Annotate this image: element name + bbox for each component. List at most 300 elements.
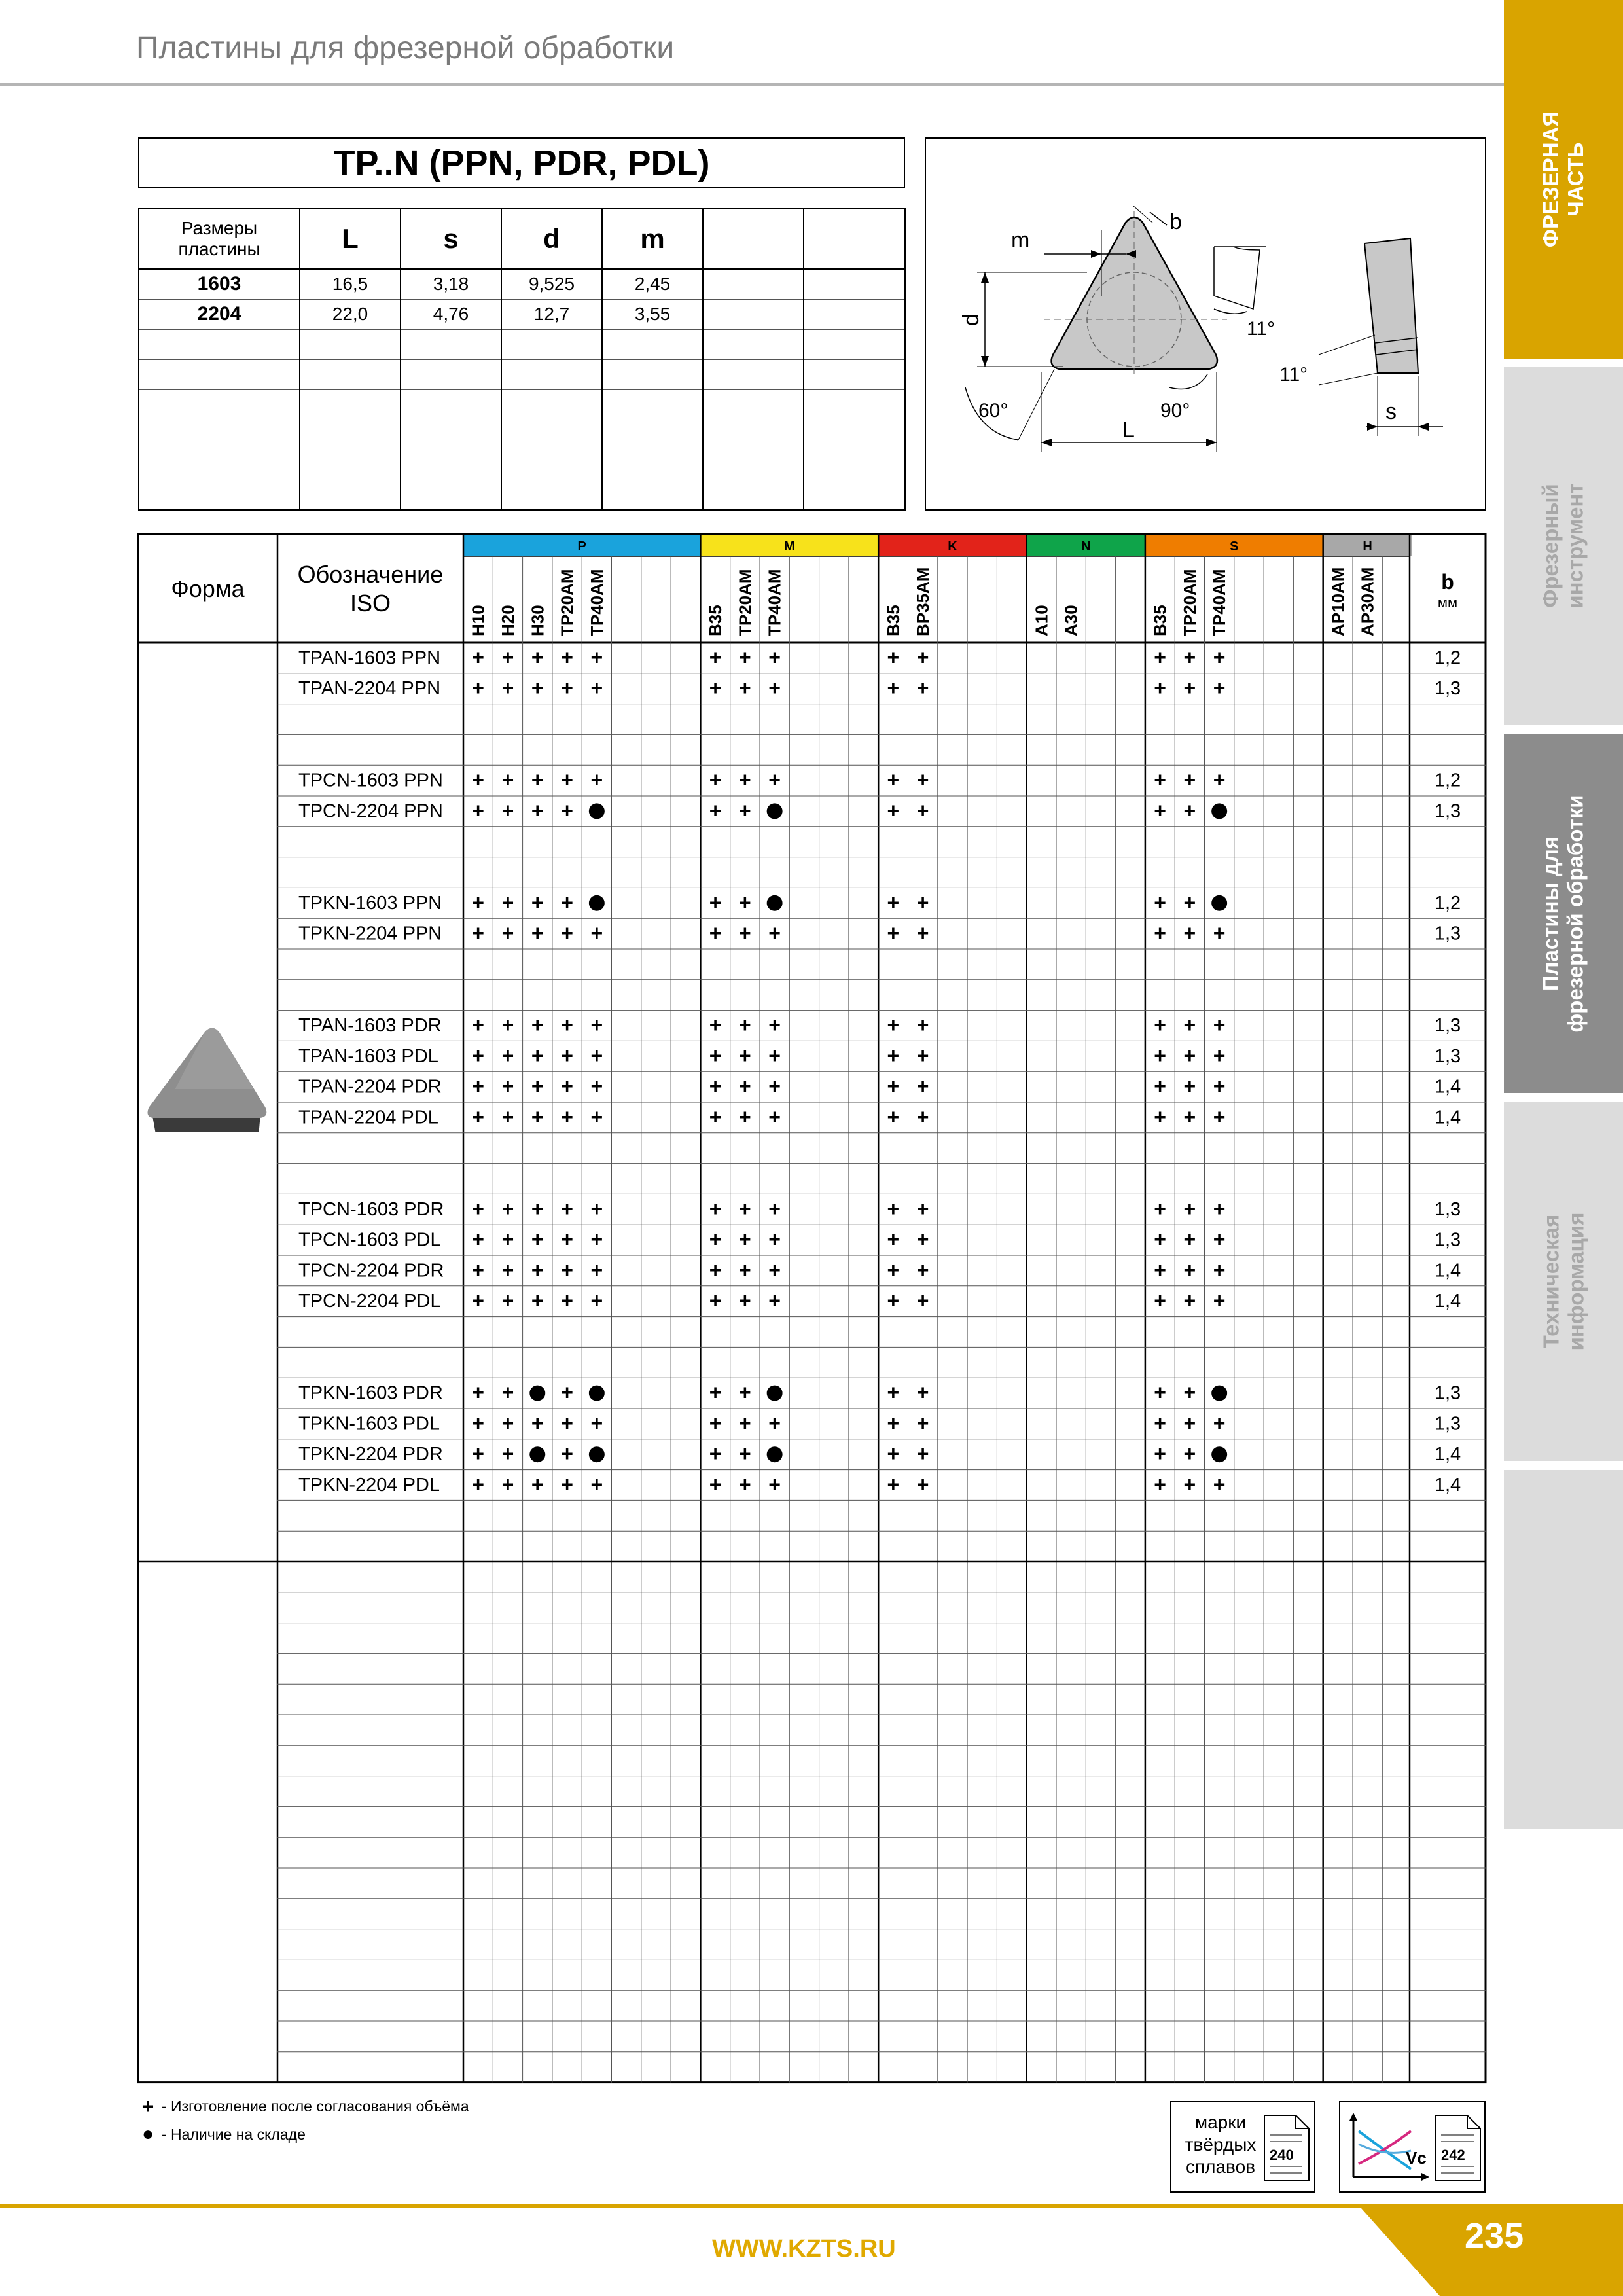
iso-designation: TPKN-2204 PDR bbox=[298, 1444, 443, 1465]
made-to-order-plus: + bbox=[472, 1442, 484, 1466]
made-to-order-plus: + bbox=[887, 645, 900, 670]
made-to-order-plus: + bbox=[709, 1442, 722, 1466]
made-to-order-plus: + bbox=[472, 1105, 484, 1129]
made-to-order-plus: + bbox=[501, 1411, 514, 1435]
made-to-order-plus: + bbox=[501, 1074, 514, 1098]
made-to-order-plus: + bbox=[501, 1380, 514, 1405]
made-to-order-plus: + bbox=[768, 921, 781, 945]
made-to-order-plus: + bbox=[472, 1074, 484, 1098]
made-to-order-plus: + bbox=[916, 1473, 929, 1496]
made-to-order-plus: + bbox=[590, 1043, 603, 1067]
grade-header: AP30AM bbox=[1357, 567, 1378, 636]
made-to-order-plus: + bbox=[501, 1013, 514, 1037]
in-stock-dot bbox=[1211, 1446, 1227, 1462]
made-to-order-plus: + bbox=[1183, 1411, 1196, 1435]
made-to-order-plus: + bbox=[1213, 1411, 1226, 1435]
made-to-order-plus: + bbox=[472, 1258, 484, 1282]
made-to-order-plus: + bbox=[887, 1105, 900, 1129]
made-to-order-plus: + bbox=[531, 798, 544, 823]
made-to-order-plus: + bbox=[1154, 676, 1166, 700]
made-to-order-plus: + bbox=[887, 676, 900, 700]
made-to-order-plus: + bbox=[1213, 1258, 1226, 1282]
grade-header: B35 bbox=[883, 605, 903, 636]
grades-reference-box[interactable] bbox=[1170, 2101, 1315, 2193]
made-to-order-plus: + bbox=[709, 1380, 722, 1405]
made-to-order-plus: + bbox=[531, 1013, 544, 1037]
material-group-label: P bbox=[577, 539, 586, 554]
made-to-order-plus: + bbox=[709, 921, 722, 945]
made-to-order-plus: + bbox=[561, 645, 573, 670]
dims-cell: 1603 bbox=[139, 269, 300, 299]
made-to-order-plus: + bbox=[1183, 1074, 1196, 1098]
tab-label-line1: ФРЕЗЕРНАЯ bbox=[1539, 111, 1563, 248]
made-to-order-plus: + bbox=[590, 1258, 603, 1282]
made-to-order-plus: + bbox=[739, 921, 751, 945]
dims-header-cell: m bbox=[602, 209, 703, 269]
made-to-order-plus: + bbox=[887, 921, 900, 945]
made-to-order-plus: + bbox=[561, 1442, 573, 1466]
made-to-order-plus: + bbox=[501, 1105, 514, 1129]
made-to-order-plus: + bbox=[590, 1289, 603, 1313]
thickness-b: 1,3 bbox=[1434, 800, 1461, 822]
grade-header: TP40AM bbox=[1209, 569, 1230, 636]
iso-designation: TPCN-2204 PPN bbox=[298, 800, 443, 822]
made-to-order-plus: + bbox=[1154, 1289, 1166, 1313]
in-stock-dot bbox=[529, 1386, 545, 1401]
made-to-order-plus: + bbox=[739, 890, 751, 914]
thickness-b: 1,3 bbox=[1434, 678, 1461, 700]
made-to-order-plus: + bbox=[472, 798, 484, 823]
iso-designation: TPKN-2204 PDL bbox=[298, 1475, 440, 1496]
made-to-order-plus: + bbox=[501, 768, 514, 792]
made-to-order-plus: + bbox=[561, 1289, 573, 1313]
made-to-order-plus: + bbox=[590, 1074, 603, 1098]
made-to-order-plus: + bbox=[590, 676, 603, 700]
ref-line1: марки bbox=[1194, 2112, 1247, 2132]
header-b: b bbox=[1441, 570, 1454, 594]
material-group-label: K bbox=[948, 539, 957, 554]
thickness-b: 1,3 bbox=[1434, 1045, 1461, 1067]
thickness-b: 1,4 bbox=[1434, 1260, 1461, 1282]
thickness-b: 1,3 bbox=[1434, 1198, 1461, 1220]
made-to-order-plus: + bbox=[531, 921, 544, 945]
ref-page-242: 242 bbox=[1441, 2147, 1465, 2163]
made-to-order-plus: + bbox=[768, 1105, 781, 1129]
made-to-order-plus: + bbox=[768, 1227, 781, 1251]
grade-header: H20 bbox=[497, 605, 518, 636]
made-to-order-plus: + bbox=[916, 1258, 929, 1282]
made-to-order-plus: + bbox=[1213, 1227, 1226, 1251]
made-to-order-plus: + bbox=[561, 1043, 573, 1067]
page-header-title: Пластины для фрезерной обработки bbox=[136, 31, 675, 65]
made-to-order-plus: + bbox=[561, 1411, 573, 1435]
iso-designation: TPKN-2204 PPN bbox=[298, 923, 442, 944]
made-to-order-plus: + bbox=[709, 676, 722, 700]
made-to-order-plus: + bbox=[501, 676, 514, 700]
made-to-order-plus: + bbox=[739, 1196, 751, 1221]
made-to-order-plus: + bbox=[1213, 1289, 1226, 1313]
made-to-order-plus: + bbox=[916, 1227, 929, 1251]
made-to-order-plus: + bbox=[590, 1013, 603, 1037]
made-to-order-plus: + bbox=[590, 921, 603, 945]
made-to-order-plus: + bbox=[1183, 1380, 1196, 1405]
made-to-order-plus: + bbox=[561, 1227, 573, 1251]
in-stock-dot bbox=[589, 803, 605, 819]
material-group-label: M bbox=[783, 539, 795, 554]
angle-11-label: 11° bbox=[1247, 318, 1275, 340]
iso-designation: TPCN-1603 PPN bbox=[298, 770, 443, 791]
iso-designation: TPAN-2204 PDR bbox=[298, 1076, 442, 1098]
iso-designation: TPAN-1603 PDL bbox=[298, 1045, 438, 1067]
grade-header: TP40AM bbox=[764, 569, 785, 636]
made-to-order-plus: + bbox=[1213, 676, 1226, 700]
made-to-order-plus: + bbox=[1213, 1074, 1226, 1098]
document-icon bbox=[1435, 2114, 1482, 2182]
in-stock-dot bbox=[589, 895, 605, 911]
grade-header: AP10AM bbox=[1328, 567, 1348, 636]
made-to-order-plus: + bbox=[916, 798, 929, 823]
made-to-order-plus: + bbox=[1154, 1196, 1166, 1221]
iso-designation: TPCN-2204 PDL bbox=[298, 1291, 441, 1312]
made-to-order-plus: + bbox=[739, 645, 751, 670]
iso-designation: TPCN-1603 PDR bbox=[298, 1198, 444, 1220]
grade-header: B35 bbox=[1150, 605, 1170, 636]
in-stock-dot bbox=[767, 1446, 783, 1462]
iso-designation: TPKN-1603 PPN bbox=[298, 892, 442, 914]
in-stock-dot bbox=[1211, 895, 1227, 911]
made-to-order-plus: + bbox=[768, 1013, 781, 1037]
made-to-order-plus: + bbox=[531, 1227, 544, 1251]
made-to-order-plus: + bbox=[1154, 1473, 1166, 1496]
legend-dot-text: - Наличие на складе bbox=[162, 2125, 306, 2143]
made-to-order-plus: + bbox=[472, 1473, 484, 1496]
speed-reference-box[interactable] bbox=[1339, 2101, 1486, 2193]
side-angle-11-label: 11° bbox=[1279, 364, 1308, 386]
made-to-order-plus: + bbox=[887, 1013, 900, 1037]
made-to-order-plus: + bbox=[1183, 1043, 1196, 1067]
thickness-b: 1,2 bbox=[1434, 770, 1461, 791]
dims-cell: 3,18 bbox=[401, 269, 501, 299]
material-group-label: N bbox=[1081, 539, 1091, 554]
material-group-label: S bbox=[1230, 539, 1239, 554]
made-to-order-plus: + bbox=[1183, 768, 1196, 792]
made-to-order-plus: + bbox=[739, 798, 751, 823]
made-to-order-plus: + bbox=[590, 1196, 603, 1221]
dim-b-label: b bbox=[1169, 209, 1182, 234]
made-to-order-plus: + bbox=[739, 1105, 751, 1129]
made-to-order-plus: + bbox=[739, 676, 751, 700]
in-stock-dot bbox=[767, 1386, 783, 1401]
made-to-order-plus: + bbox=[1183, 1196, 1196, 1221]
made-to-order-plus: + bbox=[472, 645, 484, 670]
in-stock-dot bbox=[767, 895, 783, 911]
made-to-order-plus: + bbox=[887, 1258, 900, 1282]
thickness-b: 1,4 bbox=[1434, 1107, 1461, 1128]
made-to-order-plus: + bbox=[739, 768, 751, 792]
made-to-order-plus: + bbox=[739, 1442, 751, 1466]
made-to-order-plus: + bbox=[739, 1473, 751, 1496]
in-stock-dot bbox=[1211, 803, 1227, 819]
thickness-b: 1,3 bbox=[1434, 1382, 1461, 1404]
made-to-order-plus: + bbox=[887, 1289, 900, 1313]
made-to-order-plus: + bbox=[709, 1289, 722, 1313]
made-to-order-plus: + bbox=[1213, 1196, 1226, 1221]
made-to-order-plus: + bbox=[501, 645, 514, 670]
made-to-order-plus: + bbox=[590, 768, 603, 792]
made-to-order-plus: + bbox=[501, 1258, 514, 1282]
grade-header: TP20AM bbox=[557, 569, 577, 636]
header-b-unit: мм bbox=[1437, 594, 1458, 611]
thickness-b: 1,3 bbox=[1434, 1229, 1461, 1251]
made-to-order-plus: + bbox=[1183, 798, 1196, 823]
made-to-order-plus: + bbox=[887, 1380, 900, 1405]
grade-header: A10 bbox=[1031, 605, 1052, 636]
in-stock-dot bbox=[767, 803, 783, 819]
made-to-order-plus: + bbox=[1213, 645, 1226, 670]
made-to-order-plus: + bbox=[472, 1013, 484, 1037]
dim-s-label: s bbox=[1385, 399, 1397, 424]
made-to-order-plus: + bbox=[709, 1105, 722, 1129]
made-to-order-plus: + bbox=[531, 1196, 544, 1221]
made-to-order-plus: + bbox=[887, 1227, 900, 1251]
made-to-order-plus: + bbox=[501, 921, 514, 945]
made-to-order-plus: + bbox=[531, 890, 544, 914]
cutting-speed-chart-icon bbox=[1346, 2111, 1431, 2183]
dims-header-cell: d bbox=[501, 209, 602, 269]
dim-L-label: L bbox=[1122, 418, 1135, 442]
grade-header: BP35AM bbox=[913, 567, 933, 636]
made-to-order-plus: + bbox=[768, 1074, 781, 1098]
dims-cell: 9,525 bbox=[501, 269, 602, 299]
made-to-order-plus: + bbox=[501, 1442, 514, 1466]
thickness-b: 1,2 bbox=[1434, 647, 1461, 669]
made-to-order-plus: + bbox=[561, 890, 573, 914]
made-to-order-plus: + bbox=[1154, 890, 1166, 914]
in-stock-dot bbox=[1211, 1386, 1227, 1401]
legend-dot bbox=[138, 2123, 306, 2145]
iso-designation: TPKN-1603 PDR bbox=[298, 1382, 443, 1404]
made-to-order-plus: + bbox=[916, 1043, 929, 1067]
made-to-order-plus: + bbox=[531, 1074, 544, 1098]
made-to-order-plus: + bbox=[1154, 1380, 1166, 1405]
iso-designation: TPCN-2204 PDR bbox=[298, 1260, 444, 1282]
footer-url[interactable]: WWW.KZTS.RU bbox=[712, 2235, 896, 2263]
made-to-order-plus: + bbox=[916, 1074, 929, 1098]
made-to-order-plus: + bbox=[709, 1473, 722, 1496]
made-to-order-plus: + bbox=[501, 1227, 514, 1251]
made-to-order-plus: + bbox=[916, 1380, 929, 1405]
made-to-order-plus: + bbox=[472, 890, 484, 914]
grade-header: B35 bbox=[705, 605, 726, 636]
made-to-order-plus: + bbox=[916, 1013, 929, 1037]
made-to-order-plus: + bbox=[887, 1442, 900, 1466]
made-to-order-plus: + bbox=[709, 1411, 722, 1435]
made-to-order-plus: + bbox=[531, 1289, 544, 1313]
made-to-order-plus: + bbox=[590, 645, 603, 670]
made-to-order-plus: + bbox=[1154, 1258, 1166, 1282]
made-to-order-plus: + bbox=[739, 1227, 751, 1251]
made-to-order-plus: + bbox=[916, 645, 929, 670]
made-to-order-plus: + bbox=[531, 676, 544, 700]
made-to-order-plus: + bbox=[1154, 1442, 1166, 1466]
tab-label-line2: инструмент bbox=[1563, 483, 1588, 609]
tab-label-line1: Техническая bbox=[1539, 1214, 1563, 1349]
made-to-order-plus: + bbox=[887, 1473, 900, 1496]
thickness-b: 1,4 bbox=[1434, 1475, 1461, 1496]
iso-designation: TPCN-1603 PDL bbox=[298, 1229, 441, 1251]
made-to-order-plus: + bbox=[1154, 798, 1166, 823]
dim-m-label: m bbox=[1011, 228, 1030, 253]
in-stock-dot bbox=[529, 1446, 545, 1462]
tab-label-line2: информация bbox=[1563, 1212, 1588, 1351]
made-to-order-plus: + bbox=[561, 1473, 573, 1496]
made-to-order-plus: + bbox=[1183, 676, 1196, 700]
plus-icon: + bbox=[141, 2094, 154, 2118]
made-to-order-plus: + bbox=[501, 798, 514, 823]
tab-label-line1: Фрезерный bbox=[1539, 484, 1563, 608]
made-to-order-plus: + bbox=[768, 1411, 781, 1435]
made-to-order-plus: + bbox=[887, 1043, 900, 1067]
made-to-order-plus: + bbox=[1183, 1473, 1196, 1496]
made-to-order-plus: + bbox=[709, 1074, 722, 1098]
made-to-order-plus: + bbox=[739, 1289, 751, 1313]
thickness-b: 1,3 bbox=[1434, 1015, 1461, 1036]
page-number: 235 bbox=[1465, 2216, 1524, 2255]
made-to-order-plus: + bbox=[739, 1013, 751, 1037]
made-to-order-plus: + bbox=[887, 1196, 900, 1221]
made-to-order-plus: + bbox=[739, 1258, 751, 1282]
made-to-order-plus: + bbox=[916, 768, 929, 792]
tab-label-line2: ЧАСТЬ bbox=[1563, 142, 1588, 217]
ref-line2: твёрдых bbox=[1185, 2134, 1257, 2155]
grade-header: TP20AM bbox=[735, 569, 755, 636]
made-to-order-plus: + bbox=[561, 921, 573, 945]
made-to-order-plus: + bbox=[709, 1196, 722, 1221]
made-to-order-plus: + bbox=[1154, 1105, 1166, 1129]
dot-icon: ● bbox=[141, 2123, 154, 2145]
dims-cell: 2,45 bbox=[602, 269, 703, 299]
made-to-order-plus: + bbox=[561, 1105, 573, 1129]
made-to-order-plus: + bbox=[1183, 1442, 1196, 1466]
iso-designation: TPAN-2204 PPN bbox=[298, 678, 441, 700]
made-to-order-plus: + bbox=[1154, 1043, 1166, 1067]
made-to-order-plus: + bbox=[472, 1227, 484, 1251]
made-to-order-plus: + bbox=[561, 798, 573, 823]
made-to-order-plus: + bbox=[1183, 1013, 1196, 1037]
made-to-order-plus: + bbox=[590, 1227, 603, 1251]
dims-header-cell: s bbox=[401, 209, 501, 269]
grade-header: TP20AM bbox=[1179, 569, 1200, 636]
dims-cell: 16,5 bbox=[300, 269, 401, 299]
made-to-order-plus: + bbox=[472, 1380, 484, 1405]
made-to-order-plus: + bbox=[531, 1473, 544, 1496]
ref-page-240: 240 bbox=[1270, 2147, 1294, 2163]
made-to-order-plus: + bbox=[531, 1411, 544, 1435]
made-to-order-plus: + bbox=[768, 676, 781, 700]
made-to-order-plus: + bbox=[887, 1411, 900, 1435]
made-to-order-plus: + bbox=[472, 676, 484, 700]
made-to-order-plus: + bbox=[1213, 1105, 1226, 1129]
made-to-order-plus: + bbox=[739, 1043, 751, 1067]
made-to-order-plus: + bbox=[1154, 768, 1166, 792]
made-to-order-plus: + bbox=[561, 1196, 573, 1221]
dims-header-cell: Размеры пластины bbox=[139, 209, 300, 269]
made-to-order-plus: + bbox=[1213, 1013, 1226, 1037]
made-to-order-plus: + bbox=[916, 921, 929, 945]
vc-label: Vc bbox=[1406, 2148, 1427, 2168]
made-to-order-plus: + bbox=[590, 1473, 603, 1496]
made-to-order-plus: + bbox=[916, 1105, 929, 1129]
made-to-order-plus: + bbox=[739, 1074, 751, 1098]
ref-line3: сплавов bbox=[1185, 2157, 1256, 2177]
made-to-order-plus: + bbox=[1183, 645, 1196, 670]
made-to-order-plus: + bbox=[709, 1013, 722, 1037]
made-to-order-plus: + bbox=[501, 1473, 514, 1496]
made-to-order-plus: + bbox=[709, 1043, 722, 1067]
grade-header: A30 bbox=[1061, 605, 1081, 636]
made-to-order-plus: + bbox=[1183, 921, 1196, 945]
made-to-order-plus: + bbox=[1154, 921, 1166, 945]
made-to-order-plus: + bbox=[472, 1196, 484, 1221]
iso-designation: TPAN-1603 PPN bbox=[298, 647, 441, 669]
in-stock-dot bbox=[589, 1446, 605, 1462]
made-to-order-plus: + bbox=[472, 1289, 484, 1313]
made-to-order-plus: + bbox=[1154, 1411, 1166, 1435]
thickness-b: 1,3 bbox=[1434, 923, 1461, 944]
made-to-order-plus: + bbox=[916, 1411, 929, 1435]
made-to-order-plus: + bbox=[1183, 1227, 1196, 1251]
angle-90-label: 90° bbox=[1160, 400, 1190, 422]
made-to-order-plus: + bbox=[768, 645, 781, 670]
made-to-order-plus: + bbox=[768, 1289, 781, 1313]
made-to-order-plus: + bbox=[1213, 768, 1226, 792]
made-to-order-plus: + bbox=[1213, 1043, 1226, 1067]
made-to-order-plus: + bbox=[739, 1380, 751, 1405]
made-to-order-plus: + bbox=[709, 1258, 722, 1282]
made-to-order-plus: + bbox=[561, 768, 573, 792]
made-to-order-plus: + bbox=[531, 768, 544, 792]
thickness-b: 1,4 bbox=[1434, 1444, 1461, 1465]
made-to-order-plus: + bbox=[709, 1227, 722, 1251]
made-to-order-plus: + bbox=[709, 890, 722, 914]
grade-header: TP40AM bbox=[586, 569, 607, 636]
made-to-order-plus: + bbox=[561, 1013, 573, 1037]
made-to-order-plus: + bbox=[1154, 1013, 1166, 1037]
made-to-order-plus: + bbox=[531, 645, 544, 670]
made-to-order-plus: + bbox=[472, 921, 484, 945]
grade-header: H10 bbox=[468, 605, 488, 636]
made-to-order-plus: + bbox=[916, 890, 929, 914]
made-to-order-plus: + bbox=[561, 1074, 573, 1098]
made-to-order-plus: + bbox=[472, 768, 484, 792]
tab-label-line2: фрезерной обработки bbox=[1563, 795, 1588, 1033]
made-to-order-plus: + bbox=[1213, 1473, 1226, 1496]
made-to-order-plus: + bbox=[501, 890, 514, 914]
made-to-order-plus: + bbox=[590, 1411, 603, 1435]
legend-plus bbox=[138, 2094, 469, 2119]
made-to-order-plus: + bbox=[887, 798, 900, 823]
made-to-order-plus: + bbox=[561, 1258, 573, 1282]
made-to-order-plus: + bbox=[916, 1196, 929, 1221]
made-to-order-plus: + bbox=[887, 768, 900, 792]
header-forma: Форма bbox=[171, 575, 245, 602]
made-to-order-plus: + bbox=[531, 1258, 544, 1282]
made-to-order-plus: + bbox=[472, 1043, 484, 1067]
made-to-order-plus: + bbox=[768, 768, 781, 792]
made-to-order-plus: + bbox=[1154, 645, 1166, 670]
made-to-order-plus: + bbox=[1183, 890, 1196, 914]
made-to-order-plus: + bbox=[709, 798, 722, 823]
